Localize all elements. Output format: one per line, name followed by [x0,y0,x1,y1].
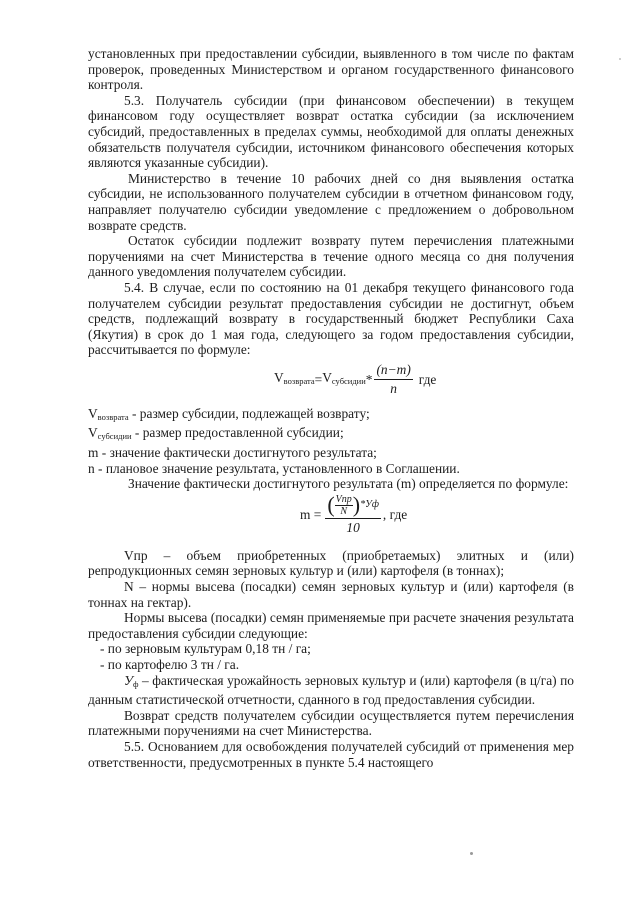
norm-grain: - по зерновым культурам 0,18 тн / га; [100,641,311,657]
formula-achieved-result: m = ( $\frac{\text{Vпр}}{N}$ ) *Уф 10 , где [300,492,408,535]
document-body [88,46,574,770]
formula-return-amount: $V_{возврата}$ = $V_{субсидии}$ * $\frac{(n-m)}{n}$ где [274,361,437,396]
paragraph-return-method: Возврат средств получателем субсидии осуществляется путем перечисления платежными поручениями на счет Министерства. [88,707,574,739]
formula-m-fraction: ( $\frac{\text{Vпр}}{N}$ ) *Уф 10 [327,492,379,535]
formula-v-subsidy: $V_{субсидии}$ [322,369,366,386]
definition-vpr: Vпр – объем приобретенных (приобретаемых) элитных и (или) репродукционных семян зерновых культур и (или) картофеля (в тоннах); [88,547,574,579]
paragraph-5-4: 5.4. В случае, если по состоянию на 01 декабря текущего финансового года получателем субсидии результат предоставления субсидии не достигнут, объем средств, подлежащий возврату в государственный бюджет Республики Саха (Якутия) в срок до 1 мая года, следующего за годом предоставления субсидии, рассчитывается по формуле: [88,279,574,358]
paragraph-remainder-return: Остаток субсидии подлежит возврату путем перечисления платежными поручениями на счет Министерства в течение одного месяца со дня получения данного уведомления получателем субсидии. [88,233,574,280]
definition-v-return: $V_{возврата}$ - размер субсидии, подлежащей возврату; [88,405,370,422]
definition-yf: $У_ф$ – фактическая урожайность зерновых культур и (или) картофеля (в ц/га) по данным статистической отчетности, сданного в год предоставления субсидии. [88,672,574,708]
paragraph-5-5: 5.5. Основанием для освобождения получателей субсидий от применения мер ответственности, предусмотренных в пункте 5.4 настоящего [88,738,574,770]
paragraph-5-3: 5.3. Получатель субсидии (при финансовом обеспечении) в текущем финансовом году осуществляет возврат остатка субсидии (за исключением субсидий, предоставленных в пределах суммы, необходимой для оплаты денежных обязательств получателя субсидии, источником финансового обеспечения которых являются указанные субсидии). [88,92,574,171]
definition-v-subsidy: $V_{субсидии}$ - размер предоставленной субсидии; [88,425,344,442]
formula-v-return: $V_{возврата}$ [274,369,315,386]
paragraph-continuation: установленных при предоставлении субсидии, выявленного в том числе по фактам проверок, проведенных Министерством и органом государственного финансового контроля. [88,46,574,93]
definition-n: n - плановое значение результата, установленного в Соглашении. [88,460,460,476]
formula-fraction: $\frac{(n-m)}{n}$ [376,361,411,396]
definition-m: m - значение фактически достигнутого результата; [88,445,377,461]
norm-potato: - по картофелю 3 тн / га. [100,657,240,672]
scan-speck [470,852,473,855]
paragraph-ministry-notice: Министерство в течение 10 рабочих дней со дня выявления остатка субсидии, не использованного получателем субсидии в отчетном финансовом году, направляет получателю субсидии уведомление с предложением о добровольном возврате средств. [88,170,574,233]
paragraph-norms: Нормы высева (посадки) семян применяемые при расчете значения результата предоставления субсидии следующие: [88,610,574,641]
definition-n-norms: N – нормы высева (посадки) семян зерновых культур и (или) картофеля (в тоннах на гектар). [88,579,574,610]
paragraph-m-formula-intro: Значение фактически достигнутого результата (m) определяется по формуле: [128,476,569,492]
scan-speck-2 [619,58,621,60]
